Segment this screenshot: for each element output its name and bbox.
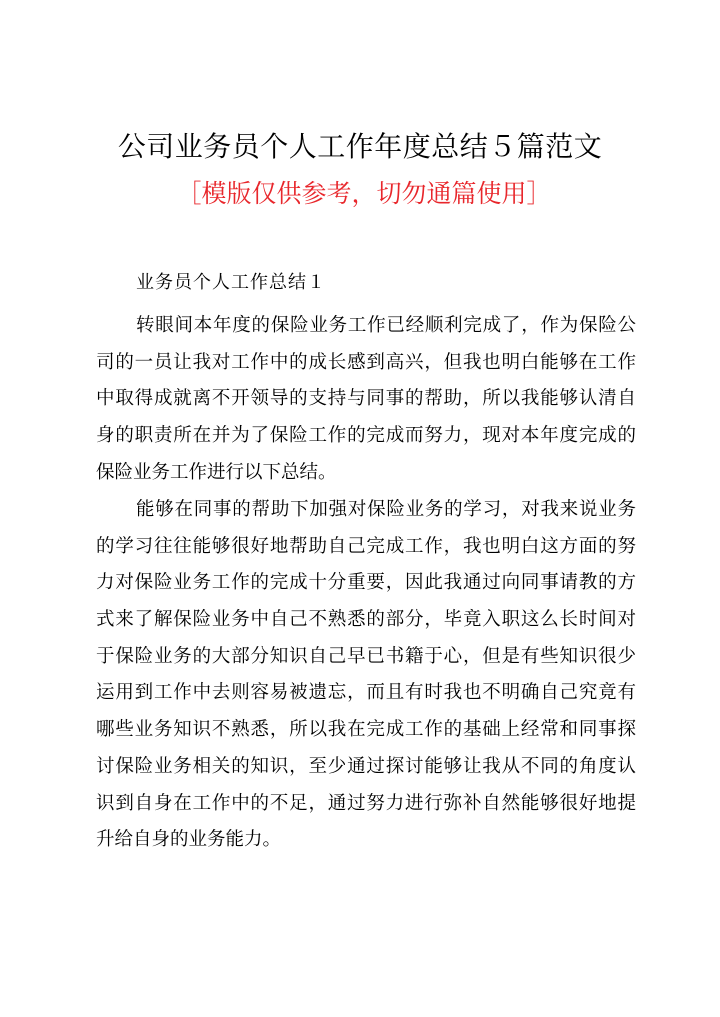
template-notice: ［模版仅供参考，切勿通篇使用］ [176,179,552,208]
paragraph-line: 式来了解保险业务中自己不熟悉的部分，毕竟入职这么长时间对 [96,609,636,631]
paragraph-line: 中取得成就离不开领导的支持与同事的帮助，所以我能够认清自 [96,388,636,410]
paragraph-line: 司的一员让我对工作中的成长感到高兴，但我也明白能够在工作 [96,351,636,373]
paragraph-line: 识到自身在工作中的不足，通过努力进行弥补自然能够很好地提 [96,792,636,814]
paragraph-line: 转眼间本年度的保险业务工作已经顺利完成了，作为保险公 [136,315,636,336]
paragraph-line: 力对保险业务工作的完成十分重要，因此我通过向同事请教的方 [96,572,636,594]
paragraph-line: 讨保险业务相关的知识，至少通过探讨能够让我从不同的角度认 [96,755,636,777]
paragraph-line: 能够在同事的帮助下加强对保险业务的学习，对我来说业务 [136,499,636,520]
paragraph-line: 的学习往往能够很好地帮助自己完成工作，我也明白这方面的努 [96,535,636,557]
paragraph-line: 升给自身的业务能力。 [96,829,282,851]
paragraph-line: 于保险业务的大部分知识自己早已书籍于心，但是有些知识很少 [96,645,636,667]
paragraph-line: 身的职责所在并为了保险工作的完成而努力，现对本年度完成的 [96,425,636,447]
section-heading: 业务员个人工作总结１ [136,272,326,293]
document-title: 公司业务员个人工作年度总结５篇范文 [117,130,603,163]
paragraph-line: 运用到工作中去则容易被遗忘，而且有时我也不明确自己究竟有 [96,682,636,704]
paragraph-line: 保险业务工作进行以下总结。 [96,461,337,483]
body-paragraph [96,308,636,491]
paragraph-line: 哪些业务知识不熟悉，所以我在完成工作的基础上经常和同事探 [96,719,636,741]
body-paragraph [96,492,636,859]
